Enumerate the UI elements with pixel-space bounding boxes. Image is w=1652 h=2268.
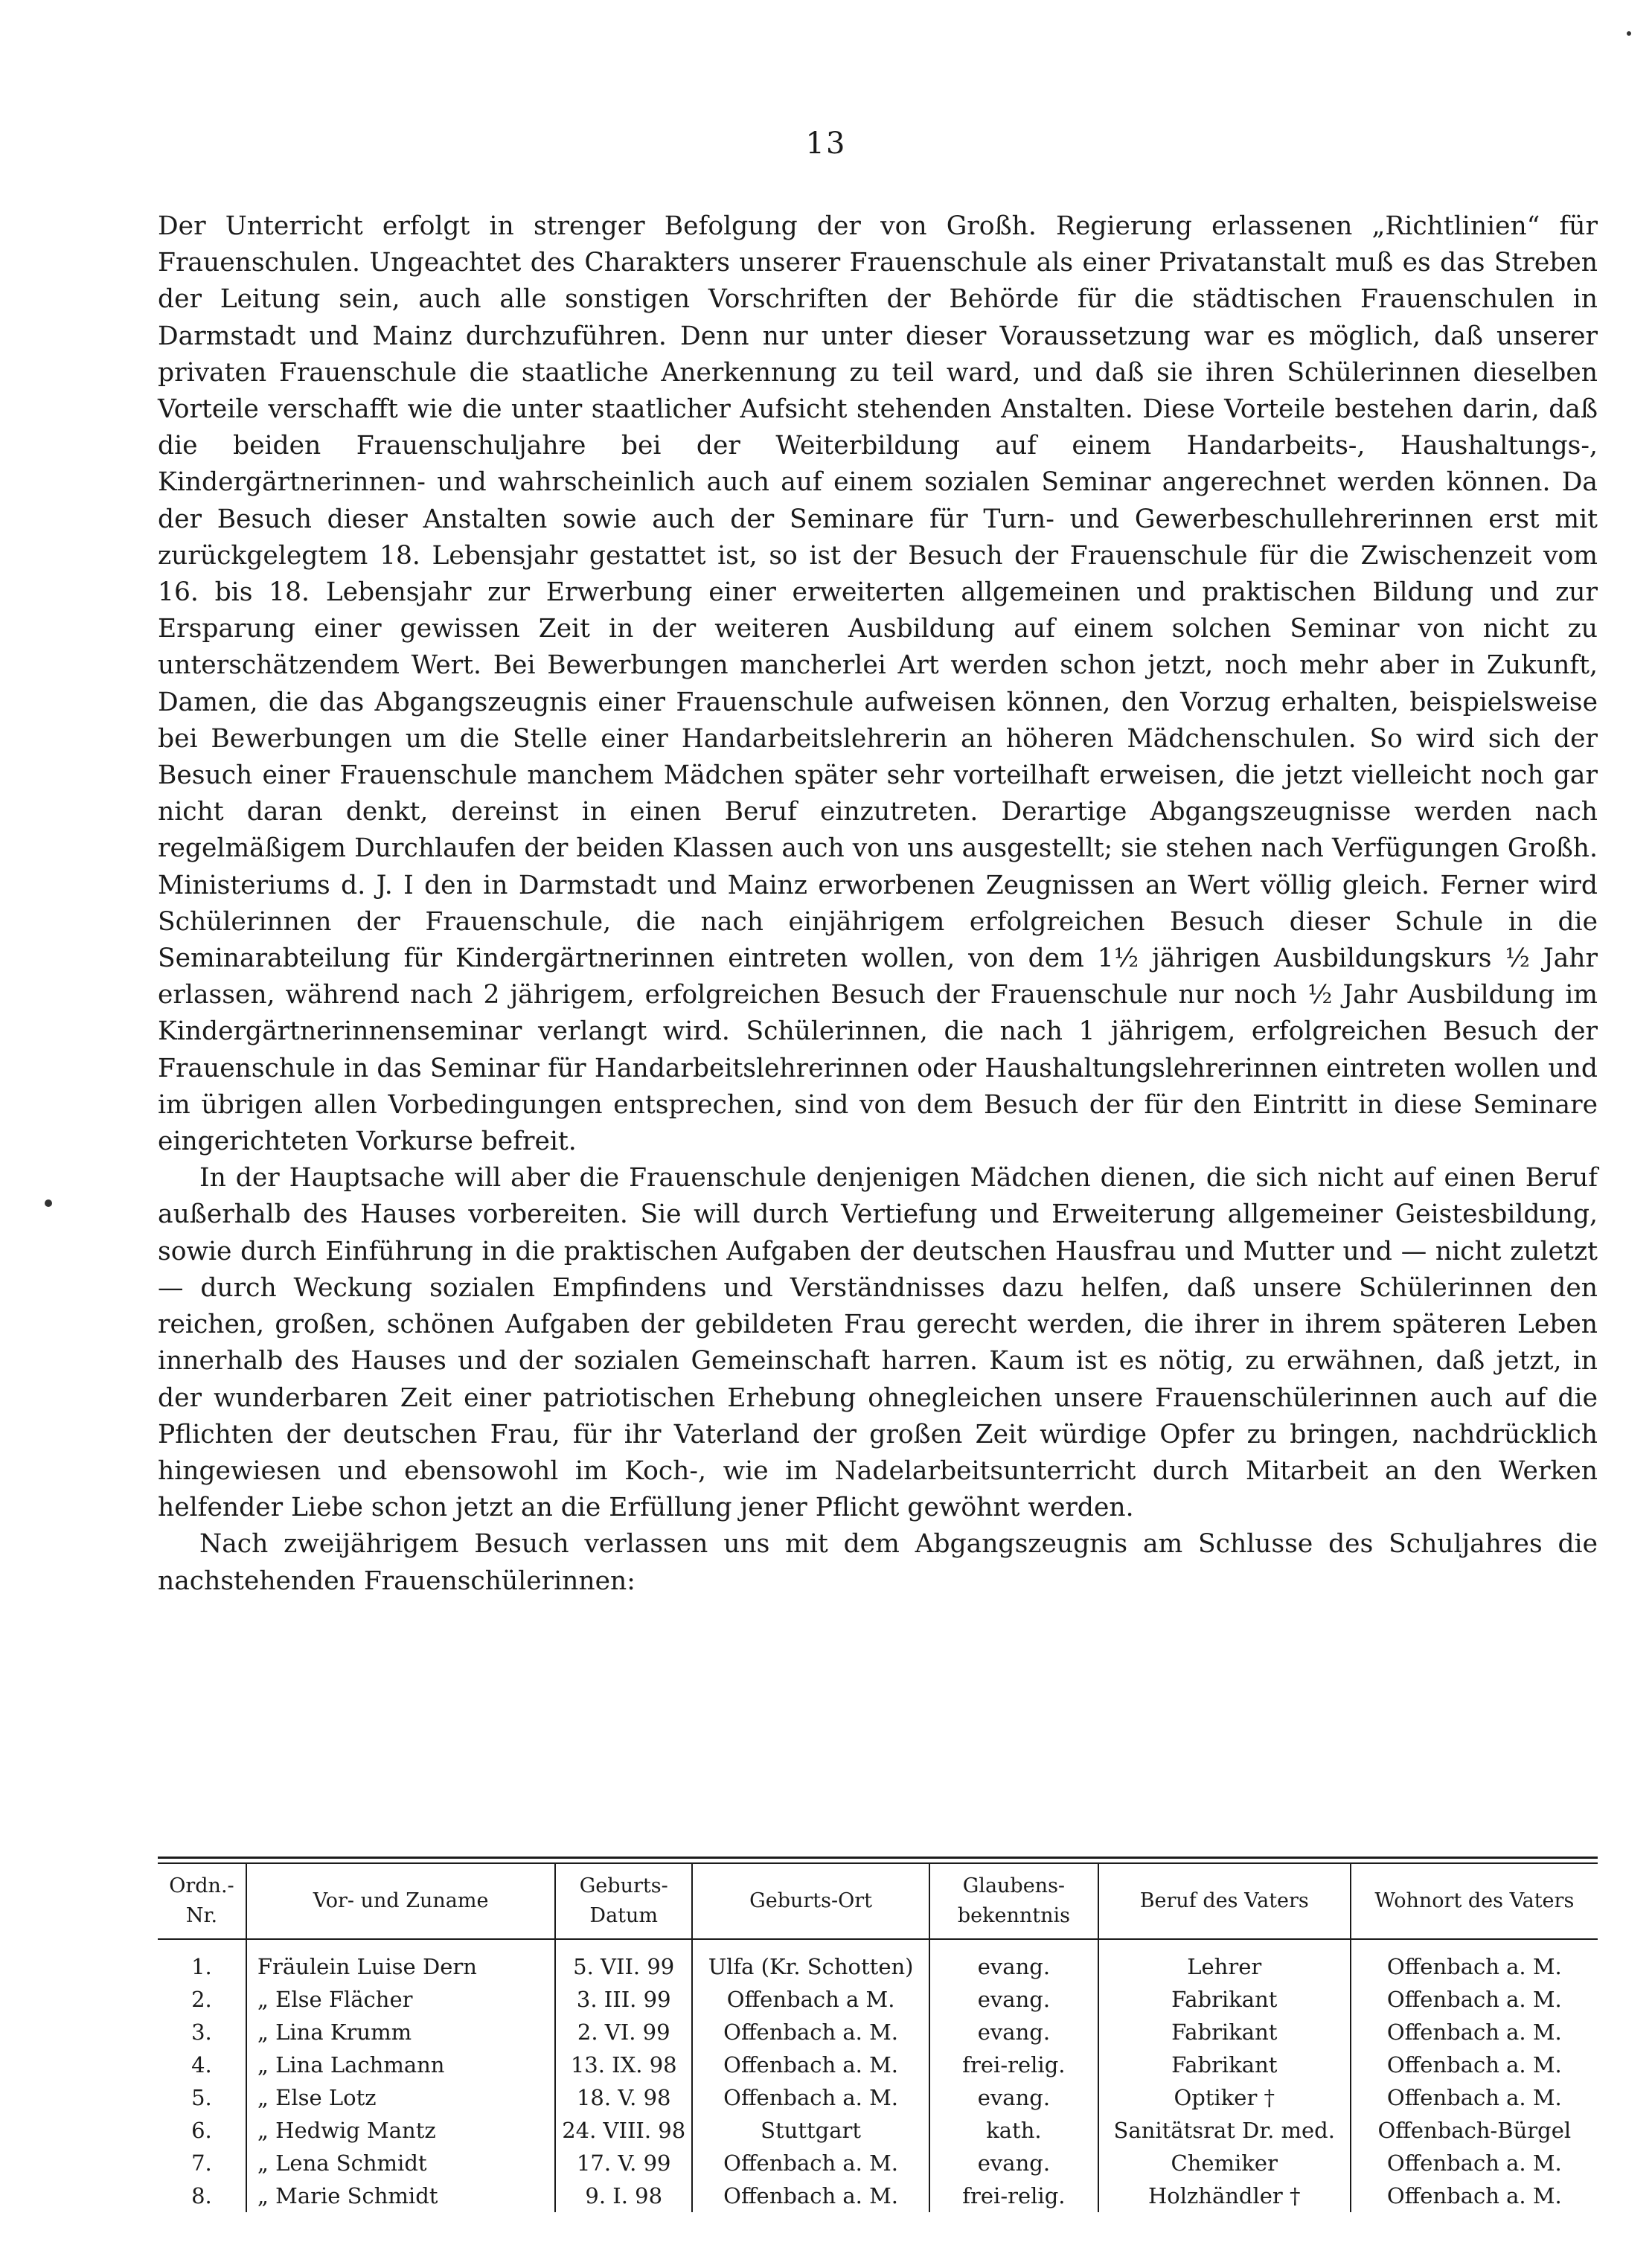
table-row xyxy=(158,1983,1598,2016)
cell-father-profession: Fabrikant xyxy=(1098,2048,1351,2081)
table-row xyxy=(158,2147,1598,2179)
cell-birth-place: Offenbach a. M. xyxy=(692,2147,929,2179)
cell-father-residence: Offenbach a. M. xyxy=(1386,2085,1562,2110)
cell-birth-date: 3. III. 99 xyxy=(555,1983,692,2016)
cell-religion: evang. xyxy=(929,2081,1098,2114)
cell-name: „ Lena Schmidt xyxy=(246,2147,555,2179)
cell-name: „ Lina Krumm xyxy=(246,2016,555,2048)
cell-religion: evang. xyxy=(929,1939,1098,1983)
cell-father-profession: Sanitätsrat Dr. med. xyxy=(1098,2114,1351,2147)
table-row xyxy=(158,2179,1598,2212)
cell-birth-place: Offenbach a M. xyxy=(692,1983,929,2016)
cell-birth-place: Offenbach a. M. xyxy=(692,2048,929,2081)
cell-birth-place: Offenbach a. M. xyxy=(692,2016,929,2048)
cell-father-residence: Offenbach-Bürgel xyxy=(1377,2118,1572,2143)
cell-nr: 4. xyxy=(158,2048,246,2081)
cell-nr: 2. xyxy=(158,1983,246,2016)
cell-religion: evang. xyxy=(929,2147,1098,2179)
cell-name: Fräulein Luise Dern xyxy=(246,1939,555,1983)
graduates-table xyxy=(158,1857,1598,2212)
cell-birth-date: 9. I. 98 xyxy=(555,2179,692,2212)
paragraph-richtlinien: Der Unterricht erfolgt in strenger Befolgung der von Großh. Regierung erlassenen „Richtlinien“ für Frauenschulen. Ungeachtet des Charakters unserer Frauenschule als einer Privatanstalt muß es das Streben der Leitung sein, auch alle sonstigen Vorschriften der Behörde für die städtischen Frauenschulen in Darmstadt und Mainz durchzuführen. Denn nur unter dieser Voraussetzung war es möglich, daß unserer privaten Frauenschule die staatliche Anerkennung zu teil ward, und daß sie ihren Schülerinnen dieselben Vorteile verschafft wie die unter staatlicher Aufsicht stehenden Anstalten. Diese Vorteile bestehen darin, daß die beiden Frauenschuljahre bei der Weiterbildung auf einem Handarbeits-, Haushaltungs-, Kindergärtnerinnen- und wahrscheinlich auch auf einem sozialen Seminar angerechnet werden können. Da der Besuch dieser Anstalten sowie auch der Seminare für Turn- und Gewerbeschullehrerinnen erst mit zurückgelegtem 18. Lebensjahr gestattet ist, so ist der Besuch der Frauenschule für die Zwischenzeit vom 16. bis 18. Lebensjahr zur Erwerbung einer erweiterten allgemeinen und praktischen Bildung und zur Ersparung einer gewissen Zeit in der weiteren Ausbildung auf einem solchen Seminar von nicht zu unterschätzendem Wert. Bei Bewerbungen mancherlei Art werden schon jetzt, noch mehr aber in Zukunft, Damen, die das Abgangszeugnis einer Frauenschule aufweisen können, den Vorzug erhalten, beispielsweise bei Bewerbungen um die Stelle einer Handarbeitslehrerin an höheren Mädchenschulen. So wird sich der Besuch einer Frauenschule manchem Mädchen später sehr vorteilhaft erweisen, die jetzt vielleicht noch gar nicht daran denkt, dereinst in einen Beruf einzutreten. Derartige Abgangszeugnisse werden nach regelmäßigem Durchlaufen der beiden Klassen auch von uns ausgestellt; sie stehen nach Verfügungen Großh. Ministeriums d. J. I den in Darmstadt und Mainz erworbenen Zeugnissen an Wert völlig gleich. Ferner wird Schülerinnen der Frauenschule, die nach einjährigem erfolgreichen Besuch dieser Schule in die Seminarabteilung für Kindergärtnerinnen eintreten wollen, von dem 1½ jährigen Ausbildungskurs ½ Jahr erlassen, während nach 2 jährigem, erfolgreichen Besuch der Frauenschule nur noch ½ Jahr Ausbildung im Kindergärtnerinnenseminar verlangt wird. Schülerinnen, die nach 1 jährigem, erfolgreichen Besuch der Frauenschule in das Seminar für Handarbeitslehrerinnen oder Haushaltungslehrerinnen eintreten wollen und im übrigen allen Vorbedingungen entsprechen, sind von dem Besuch der für den Eintritt in diese Seminare eingerichteten Vorkurse befreit. xyxy=(158,211,1598,1157)
cell-birth-date: 17. V. 99 xyxy=(555,2147,692,2179)
cell-birth-place: Stuttgart xyxy=(692,2114,929,2147)
cell-name: „ Else Flächer xyxy=(246,1983,555,2016)
cell-nr: 1. xyxy=(158,1939,246,1983)
cell-religion: frei-relig. xyxy=(929,2179,1098,2212)
cell-father-residence: Offenbach a. M. xyxy=(1386,2183,1562,2208)
cell-birth-date: 18. V. 98 xyxy=(555,2081,692,2114)
table-top-rule xyxy=(158,1857,1598,1864)
cell-birth-place: Offenbach a. M. xyxy=(692,2179,929,2212)
cell-nr: 7. xyxy=(158,2147,246,2179)
cell-father-profession: Chemiker xyxy=(1098,2147,1351,2179)
cell-nr: 5. xyxy=(158,2081,246,2114)
cell-name: „ Lina Lachmann xyxy=(246,2048,555,2081)
cell-birth-date: 2. VI. 99 xyxy=(555,2016,692,2048)
cell-nr: 3. xyxy=(158,2016,246,2048)
cell-birth-date: 13. IX. 98 xyxy=(555,2048,692,2081)
header-birth-place: Geburts-Ort xyxy=(692,1864,929,1939)
cell-religion: frei-relig. xyxy=(929,2048,1098,2081)
table-row xyxy=(158,2048,1598,2081)
cell-name: „ Marie Schmidt xyxy=(246,2179,555,2212)
table-row xyxy=(158,2081,1598,2114)
cell-nr: 6. xyxy=(158,2114,246,2147)
table-row xyxy=(158,2114,1598,2147)
cell-religion: kath. xyxy=(929,2114,1098,2147)
cell-father-residence: Offenbach a. M. xyxy=(1386,1987,1562,2012)
cell-father-profession: Optiker † xyxy=(1098,2081,1351,2114)
table-header-row xyxy=(158,1864,1598,1939)
header-father-profession: Beruf des Vaters xyxy=(1098,1864,1351,1939)
header-name: Vor- und Zuname xyxy=(246,1864,555,1939)
table-row xyxy=(158,1939,1598,1983)
cell-father-residence: Offenbach a. M. xyxy=(1386,1954,1562,1979)
cell-birth-date: 24. VIII. 98 xyxy=(555,2114,692,2147)
table-row xyxy=(158,2016,1598,2048)
cell-father-profession: Fabrikant xyxy=(1098,1983,1351,2016)
cell-father-residence: Offenbach a. M. xyxy=(1386,2052,1562,2078)
scan-speck xyxy=(1627,31,1631,36)
cell-father-profession: Lehrer xyxy=(1098,1939,1351,1983)
cell-religion: evang. xyxy=(929,2016,1098,2048)
body-text xyxy=(158,208,1598,1600)
cell-name: „ Hedwig Mantz xyxy=(246,2114,555,2147)
scan-speck xyxy=(45,1199,52,1207)
paragraph-hauptsache: In der Hauptsache will aber die Frauenschule denjenigen Mädchen dienen, die sich nicht auf einen Beruf außerhalb des Hauses vorbereiten. Sie will durch Vertiefung und Erweiterung allgemeiner Geistesbildung, sowie durch Einführung in die praktischen Aufgaben der deutschen Hausfrau und Mutter und — nicht zuletzt — durch Weckung sozialen Empfindens und Verständnisses dazu helfen, daß unsere Schülerinnen den reichen, großen, schönen Aufgaben der gebildeten Frau gerecht werden, die ihrer in ihrem späteren Leben innerhalb des Hauses und der sozialen Gemeinschaft harren. Kaum ist es nötig, zu erwähnen, daß jetzt, in der wunderbaren Zeit einer patriotischen Erhebung ohnegleichen unsere Frauenschülerinnen auch auf die Pflichten der deutschen Frau, für ihr Vaterland der großen Zeit würdige Opfer zu bringen, nachdrücklich hingewiesen und ebensowohl im Koch-, wie im Nadelarbeitsunterricht durch Mitarbeit an den Werken helfender Liebe schon jetzt an die Erfüllung jener Pflicht gewöhnt werden. xyxy=(158,1163,1598,1523)
header-ordn-nr: Ordn.-Nr. xyxy=(158,1864,246,1939)
page-number: 13 xyxy=(805,126,847,161)
header-religion: Glaubens-bekenntnis xyxy=(929,1864,1098,1939)
cell-father-residence: Offenbach a. M. xyxy=(1386,2150,1562,2176)
graduates-table-grid xyxy=(158,1864,1598,2212)
paragraph-abgang: Nach zweijährigem Besuch verlassen uns mit dem Abgangszeugnis am Schlusse des Schuljahres die nachstehenden Frauenschülerinnen: xyxy=(158,1529,1598,1596)
header-father-residence: Wohnort des Vaters xyxy=(1351,1864,1598,1939)
header-birth-date: Geburts-Datum xyxy=(555,1864,692,1939)
cell-name: „ Else Lotz xyxy=(246,2081,555,2114)
cell-nr: 8. xyxy=(158,2179,246,2212)
cell-father-profession: Holzhändler † xyxy=(1098,2179,1351,2212)
cell-father-residence: Offenbach a. M. xyxy=(1386,2019,1562,2045)
cell-religion: evang. xyxy=(929,1983,1098,2016)
cell-father-profession: Fabrikant xyxy=(1098,2016,1351,2048)
cell-birth-place: Offenbach a. M. xyxy=(692,2081,929,2114)
cell-birth-date: 5. VII. 99 xyxy=(555,1939,692,1983)
cell-birth-place: Ulfa (Kr. Schotten) xyxy=(692,1939,929,1983)
